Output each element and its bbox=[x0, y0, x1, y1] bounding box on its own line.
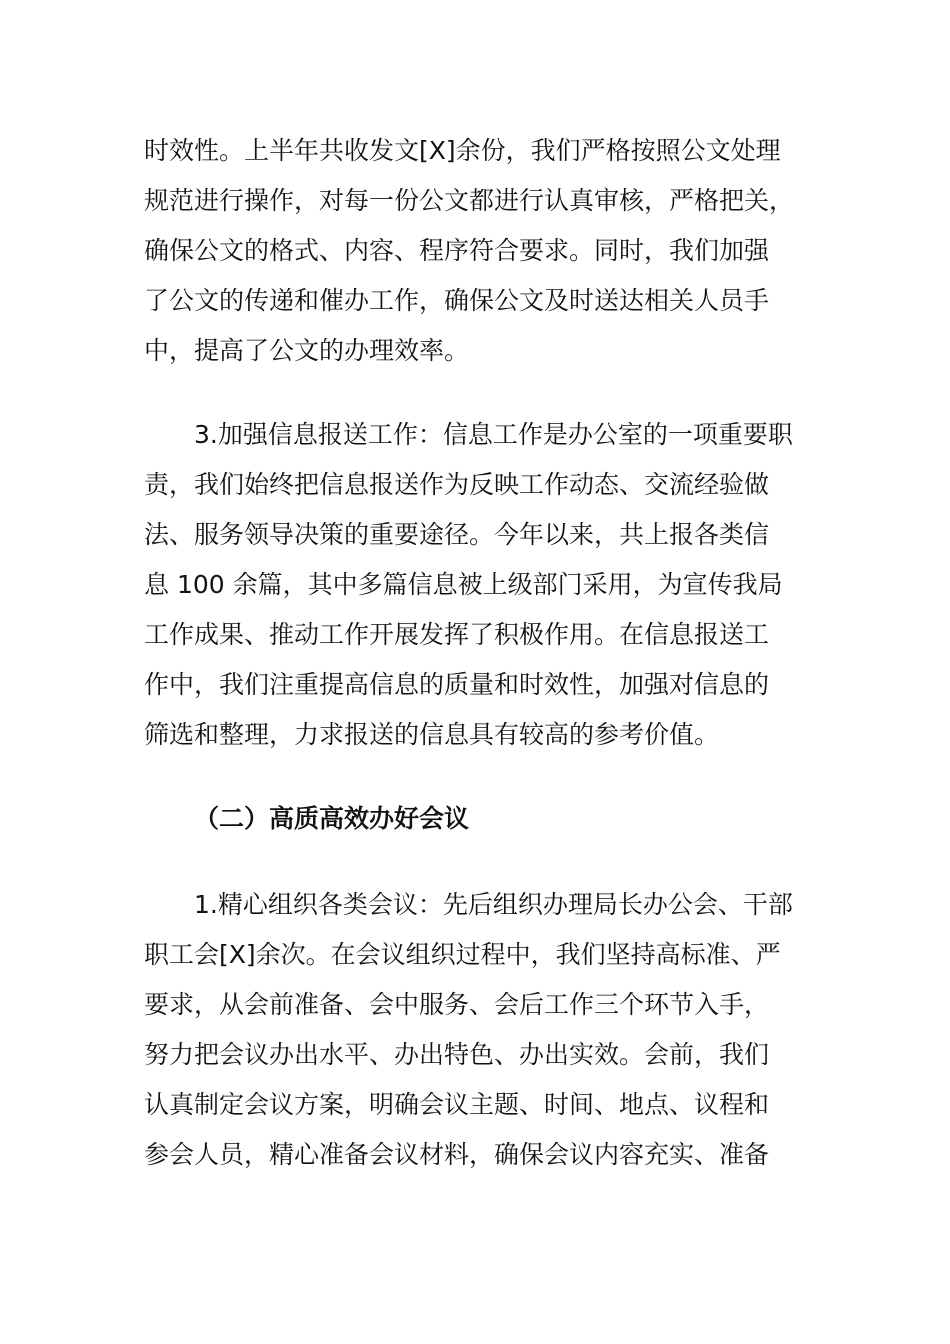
section-heading: （二）高质高效办好会议 bbox=[194, 804, 470, 833]
paragraph-line: 作中，我们注重提高信息的质量和时效性，加强对信息的 bbox=[144, 670, 770, 699]
paragraph-line: 3.加强信息报送工作：信息工作是办公室的一项重要职 bbox=[194, 420, 793, 449]
paragraph-line: 筛选和整理，力求报送的信息具有较高的参考价值。 bbox=[144, 720, 720, 749]
paragraph-line: 职工会[X]余次。在会议组织过程中，我们坚持高标准、严 bbox=[144, 940, 781, 969]
paragraph-line: 工作成果、推动工作开展发挥了积极作用。在信息报送工 bbox=[144, 620, 770, 649]
paragraph-line: 参会人员，精心准备会议材料，确保会议内容充实、准备 bbox=[144, 1140, 770, 1169]
paragraph-line: 息 100 余篇，其中多篇信息被上级部门采用，为宣传我局 bbox=[144, 570, 783, 599]
paragraph-line: 责，我们始终把信息报送作为反映工作动态、交流经验做 bbox=[144, 470, 770, 499]
paragraph-line: 规范进行操作，对每一份公文都进行认真审核，严格把关， bbox=[144, 186, 795, 215]
paragraph-line: 1.精心组织各类会议：先后组织办理局长办公会、干部 bbox=[194, 890, 793, 919]
paragraph-line: 确保公文的格式、内容、程序符合要求。同时，我们加强 bbox=[144, 236, 770, 265]
paragraph-line: 了公文的传递和催办工作，确保公文及时送达相关人员手 bbox=[144, 286, 770, 315]
paragraph-line: 努力把会议办出水平、办出特色、办出实效。会前，我们 bbox=[144, 1040, 770, 1069]
paragraph-line: 认真制定会议方案，明确会议主题、时间、地点、议程和 bbox=[144, 1090, 770, 1119]
paragraph-line: 法、服务领导决策的重要途径。今年以来，共上报各类信 bbox=[144, 520, 770, 549]
paragraph-line: 要求，从会前准备、会中服务、会后工作三个环节入手， bbox=[144, 990, 770, 1019]
paragraph-line: 时效性。上半年共收发文[X]余份，我们严格按照公文处理 bbox=[144, 136, 781, 165]
paragraph-line: 中，提高了公文的办理效率。 bbox=[144, 336, 470, 365]
